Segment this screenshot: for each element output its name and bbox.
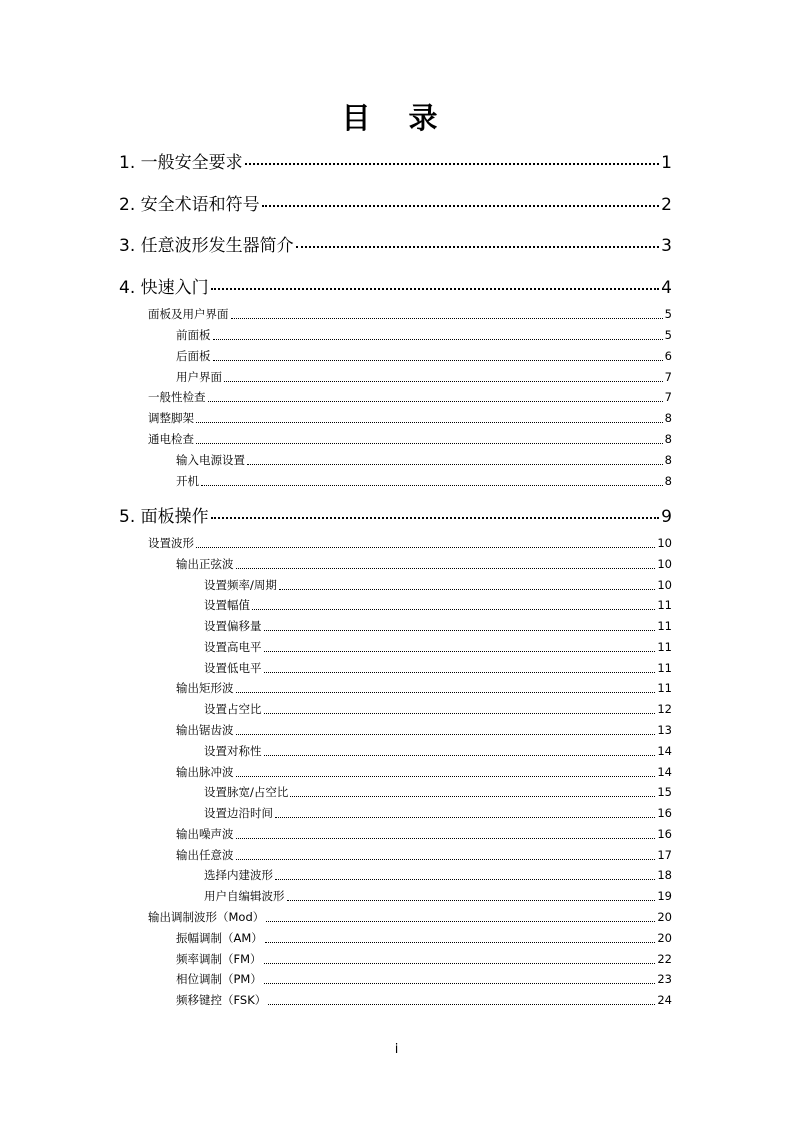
dot-leader [275,817,655,818]
toc-entry[interactable] [148,389,672,405]
toc-title: 目 录 [341,101,452,135]
toc-entry-title: 一般性检查 [148,390,206,404]
toc-entry[interactable] [148,431,672,447]
toc-entry-page: 9 [661,507,672,527]
dot-leader [196,443,663,444]
toc-entry-title: 设置幅值 [204,598,250,612]
toc-entry-page: 23 [657,972,672,986]
dot-leader [287,900,656,901]
toc-entry-title: 输出调制波形（Mod） [148,910,265,924]
toc-entry[interactable] [204,597,672,613]
toc-entry[interactable] [176,327,672,343]
toc-entry[interactable] [204,618,672,634]
toc-entry-title: 振幅调制（AM） [176,931,263,945]
dot-leader [196,547,655,548]
toc-entry-page: 1 [661,153,672,173]
toc-entry[interactable] [204,639,672,655]
toc-entry[interactable] [176,764,672,780]
toc-entry-page: 7 [664,390,672,404]
toc-entry[interactable] [119,273,672,298]
toc-entry-title: 设置占空比 [204,702,262,716]
toc-entry-title: 设置高电平 [204,640,262,654]
toc-entry-page: 5 [664,328,672,342]
toc-entry[interactable] [148,410,672,426]
toc-entry[interactable] [204,867,672,883]
dot-leader [213,339,663,340]
toc-entry-page: 11 [657,598,672,612]
dot-leader [245,163,660,165]
toc-entry-page: 6 [664,349,672,363]
dot-leader [252,609,655,610]
toc-entry-title: 用户自编辑波形 [204,889,285,903]
dot-leader [264,983,656,984]
toc-entry[interactable] [176,847,672,863]
toc-entry[interactable] [204,784,672,800]
toc-entry-page: 11 [657,681,672,695]
toc-entry-title: 设置频率/周期 [204,578,277,592]
toc-entry-title: 选择内建波形 [204,868,273,882]
toc-entry[interactable] [148,535,672,551]
toc-entry-page: 14 [657,765,672,779]
toc-entry[interactable] [176,348,672,364]
toc-entry[interactable] [204,805,672,821]
toc-entry-title: 3. 任意波形发生器简介 [119,236,294,256]
toc-entry[interactable] [176,680,672,696]
toc-entry-title: 输入电源设置 [176,453,245,467]
toc-entry-page: 16 [657,806,672,820]
toc-entry[interactable] [176,452,672,468]
toc-entry-page: 14 [657,744,672,758]
toc-entry[interactable] [176,722,672,738]
dot-leader [247,464,663,465]
dot-leader [290,796,655,797]
toc-entry-page: 24 [657,993,672,1007]
toc-entry-title: 输出脉冲波 [176,765,234,779]
toc-entry-title: 频率调制（FM） [176,952,262,966]
dot-leader [211,517,660,519]
toc-entry[interactable] [176,369,672,385]
toc-entry-page: 19 [657,889,672,903]
toc-entry[interactable] [176,826,672,842]
toc-entry-title: 设置低电平 [204,661,262,675]
toc-entry-title: 调整脚架 [148,411,194,425]
toc-entry-title: 相位调制（PM） [176,972,262,986]
dot-leader [208,401,663,402]
toc-entry[interactable] [119,231,672,256]
toc-entry-title: 设置边沿时间 [204,806,273,820]
dot-leader [264,630,656,631]
toc-entry-page: 4 [661,278,672,298]
toc-entry-page: 20 [657,910,672,924]
toc-entry-page: 8 [664,432,672,446]
dot-leader [262,205,660,207]
dot-leader [275,879,655,880]
toc-entry-title: 设置偏移量 [204,619,262,633]
dot-leader [264,713,656,714]
dot-leader [264,963,656,964]
toc-entry-page: 3 [661,236,672,256]
dot-leader [264,672,656,673]
toc-entry[interactable] [176,473,672,489]
toc-entry-title: 输出任意波 [176,848,234,862]
toc-entry-page: 16 [657,827,672,841]
dot-leader [236,568,656,569]
toc-entry[interactable] [176,971,672,987]
dot-leader [213,360,663,361]
dot-leader [224,381,663,382]
dot-leader [236,838,656,839]
toc-entry[interactable] [119,190,672,215]
dot-leader [236,734,656,735]
dot-leader [279,589,655,590]
dot-leader [201,485,663,486]
toc-entry-title: 设置对称性 [204,744,262,758]
toc-entry-title: 频移键控（FSK） [176,993,267,1007]
toc-entry-page: 2 [661,195,672,215]
toc-entry[interactable] [176,992,672,1008]
toc-entry-page: 8 [664,411,672,425]
page-number: i [394,1042,399,1057]
toc-entry-title: 后面板 [176,349,211,363]
toc-entry-title: 设置波形 [148,536,194,550]
toc-entry-page: 10 [657,557,672,571]
toc-entry-page: 11 [657,619,672,633]
toc-entry[interactable] [119,148,672,173]
toc-entry-page: 8 [664,474,672,488]
toc-entry[interactable] [204,660,672,676]
dot-leader [268,1004,655,1005]
toc-entry-page: 7 [664,370,672,384]
toc-entry-title: 用户界面 [176,370,222,384]
dot-leader [196,422,663,423]
toc-entry-page: 11 [657,640,672,654]
toc-entry-page: 10 [657,578,672,592]
dot-leader [236,859,656,860]
dot-leader [265,942,656,943]
toc-entry[interactable] [119,502,672,527]
toc-entry-page: 17 [657,848,672,862]
toc-entry[interactable] [148,306,672,322]
toc-entry-page: 15 [657,785,672,799]
toc-entry-title: 2. 安全术语和符号 [119,195,260,215]
toc-entry[interactable] [204,701,672,717]
dot-leader [264,651,656,652]
toc-entry-page: 18 [657,868,672,882]
toc-entry-page: 8 [664,453,672,467]
toc-entry-title: 4. 快速入门 [119,278,209,298]
toc-entry-page: 22 [657,952,672,966]
dot-leader [264,755,656,756]
toc-entry[interactable] [176,930,672,946]
toc-entry-title: 设置脉宽/占空比 [204,785,289,799]
dot-leader [266,921,655,922]
toc-entry-page: 13 [657,723,672,737]
dot-leader [236,776,656,777]
toc-entry[interactable] [176,556,672,572]
dot-leader [296,246,660,248]
toc-entry-page: 5 [664,307,672,321]
toc-entry-page: 12 [657,702,672,716]
toc-entry-page: 20 [657,931,672,945]
toc-entry-page: 11 [657,661,672,675]
dot-leader [236,692,656,693]
dot-leader [231,318,663,319]
toc-entry-title: 输出矩形波 [176,681,234,695]
toc-entry[interactable] [204,743,672,759]
toc-entry[interactable] [204,577,672,593]
toc-entry-title: 通电检查 [148,432,194,446]
toc-entry-title: 输出锯齿波 [176,723,234,737]
dot-leader [211,288,660,290]
toc-entry-title: 开机 [176,474,199,488]
toc-entry[interactable] [204,888,672,904]
toc-entry[interactable] [148,909,672,925]
toc-entry-title: 面板及用户界面 [148,307,229,321]
toc-entry-title: 输出正弦波 [176,557,234,571]
toc-entry[interactable] [176,951,672,967]
toc-entry-title: 输出噪声波 [176,827,234,841]
toc-entry-title: 1. 一般安全要求 [119,153,243,173]
toc-entry-title: 前面板 [176,328,211,342]
toc-entry-page: 10 [657,536,672,550]
toc-entry-title: 5. 面板操作 [119,507,209,527]
